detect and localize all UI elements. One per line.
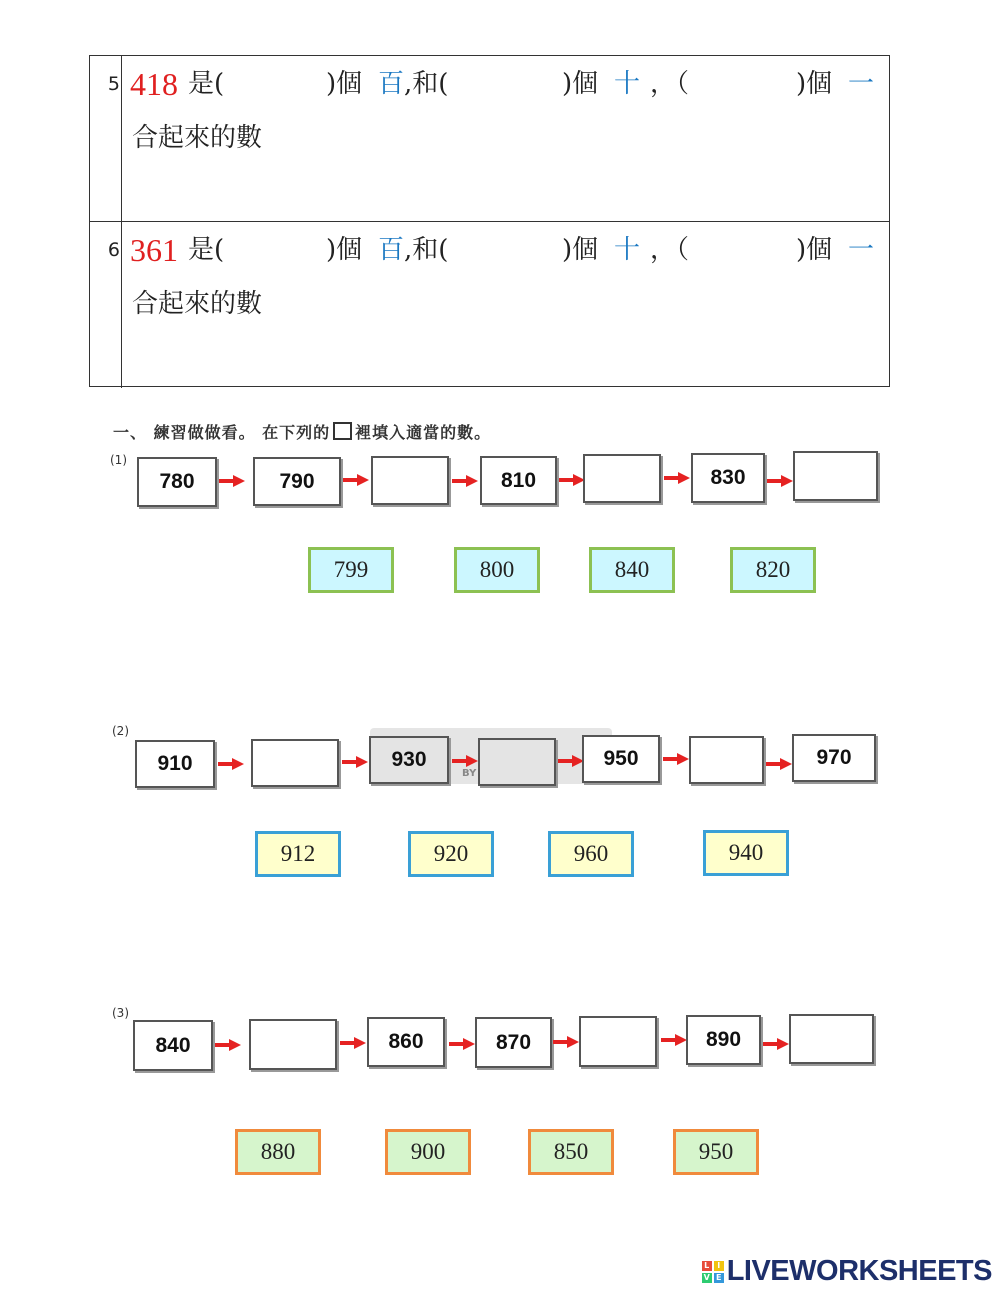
question-tail: 合起來的數 bbox=[132, 289, 263, 319]
instruction-suffix: 裡填入適當的數。 bbox=[355, 423, 492, 442]
drop-target[interactable] bbox=[251, 739, 339, 787]
arrow-right-icon bbox=[558, 756, 584, 766]
arrow-right-icon bbox=[664, 473, 690, 483]
problem-3-label: (3) bbox=[112, 1006, 129, 1020]
text-comma-open: ，（ bbox=[650, 235, 690, 265]
text-close-2: )個 bbox=[562, 235, 599, 265]
answer-chip[interactable]: 920 bbox=[408, 831, 494, 877]
seq-box: 840 bbox=[133, 1020, 213, 1071]
text-hundred: 百 bbox=[378, 235, 405, 265]
liveworksheets-logo bbox=[702, 1255, 992, 1288]
question-tail: 合起來的數 bbox=[132, 123, 263, 153]
logo-block: E bbox=[714, 1273, 724, 1283]
seq-box: 970 bbox=[792, 734, 876, 782]
arrow-right-icon bbox=[663, 754, 689, 764]
logo-text: LIVEWORKSHEETS bbox=[726, 1255, 992, 1287]
text-close-3: )個 bbox=[796, 69, 833, 99]
arrow-right-icon bbox=[559, 475, 585, 485]
arrow-right-icon bbox=[452, 476, 478, 486]
seq-box: 830 bbox=[691, 453, 765, 503]
answer-chip[interactable]: 800 bbox=[454, 547, 540, 593]
drop-target[interactable] bbox=[371, 456, 449, 505]
question-row-6 bbox=[90, 222, 889, 388]
seq-box: 790 bbox=[253, 457, 341, 506]
answer-chip[interactable]: 850 bbox=[528, 1129, 614, 1175]
answer-chip[interactable]: 940 bbox=[703, 830, 789, 876]
arrow-right-icon bbox=[767, 476, 793, 486]
text-close-2: )個 bbox=[562, 69, 599, 99]
answer-chip[interactable]: 880 bbox=[235, 1129, 321, 1175]
question-line bbox=[130, 230, 890, 270]
arrow-right-icon bbox=[218, 759, 244, 769]
drop-target[interactable] bbox=[249, 1019, 337, 1070]
text-ten: 十 bbox=[614, 235, 641, 265]
arrow-right-icon bbox=[553, 1037, 579, 1047]
arrow-right-icon bbox=[340, 1038, 366, 1048]
question-number: 6 bbox=[90, 222, 122, 388]
text-ten: 十 bbox=[614, 69, 641, 99]
question-table bbox=[89, 55, 890, 387]
answer-chip[interactable]: 799 bbox=[308, 547, 394, 593]
logo-block: I bbox=[714, 1261, 724, 1271]
drop-target[interactable] bbox=[579, 1016, 657, 1067]
text-one: 一 bbox=[848, 69, 875, 99]
arrow-right-icon bbox=[449, 1039, 475, 1049]
drop-target[interactable] bbox=[478, 738, 556, 786]
arrow-right-icon bbox=[766, 759, 792, 769]
text-is-open: 是( bbox=[188, 69, 225, 99]
seq-box: 780 bbox=[137, 457, 217, 507]
text-one: 一 bbox=[848, 235, 875, 265]
arrow-right-icon bbox=[342, 757, 368, 767]
problem-2-label: (2) bbox=[112, 724, 129, 738]
arrow-right-icon bbox=[763, 1039, 789, 1049]
drop-target[interactable] bbox=[583, 454, 661, 503]
logo-block: L bbox=[702, 1261, 712, 1271]
instruction-prefix: 一、 練習做做看。 在下列的 bbox=[113, 423, 331, 442]
answer-chip[interactable]: 900 bbox=[385, 1129, 471, 1175]
answer-chip[interactable]: 960 bbox=[548, 831, 634, 877]
arrow-right-icon bbox=[215, 1040, 241, 1050]
logo-block: V bbox=[703, 1272, 710, 1282]
logo-blocks-icon bbox=[702, 1261, 724, 1283]
question-number: 5 bbox=[90, 56, 122, 221]
text-hundred: 百 bbox=[378, 69, 405, 99]
answer-chip[interactable]: 912 bbox=[255, 831, 341, 877]
arrow-right-icon bbox=[219, 476, 245, 486]
question-row-5 bbox=[90, 56, 889, 222]
text-close-3: )個 bbox=[796, 235, 833, 265]
arrow-right-icon bbox=[452, 756, 478, 766]
text-is-open: 是( bbox=[188, 235, 225, 265]
seq-box: 890 bbox=[686, 1015, 761, 1065]
drop-target[interactable] bbox=[689, 736, 764, 784]
instruction bbox=[113, 420, 491, 443]
blank-box-icon bbox=[333, 422, 352, 440]
text-close-1: )個 bbox=[326, 235, 363, 265]
seq-box: 810 bbox=[480, 456, 557, 505]
problem-1-label: (1) bbox=[110, 453, 127, 467]
watermark-by: BY bbox=[462, 768, 477, 779]
seq-box: 870 bbox=[475, 1017, 552, 1068]
answer-chip[interactable]: 950 bbox=[673, 1129, 759, 1175]
arrow-right-icon bbox=[343, 475, 369, 485]
answer-chip[interactable]: 820 bbox=[730, 547, 816, 593]
question-value: 418 bbox=[130, 66, 178, 102]
question-value: 361 bbox=[130, 232, 178, 268]
seq-box: 950 bbox=[582, 735, 660, 783]
text-comma-open: ，（ bbox=[650, 69, 690, 99]
drop-target[interactable] bbox=[789, 1014, 874, 1064]
answer-chip[interactable]: 840 bbox=[589, 547, 675, 593]
arrow-right-icon bbox=[661, 1035, 687, 1045]
text-and-open: ,和( bbox=[404, 69, 449, 99]
question-line bbox=[130, 64, 890, 104]
seq-box: 860 bbox=[367, 1017, 445, 1067]
seq-box: 910 bbox=[135, 740, 215, 788]
seq-box: 930 bbox=[369, 736, 449, 784]
text-and-open: ,和( bbox=[404, 235, 449, 265]
drop-target[interactable] bbox=[793, 451, 878, 501]
text-close-1: )個 bbox=[326, 69, 363, 99]
